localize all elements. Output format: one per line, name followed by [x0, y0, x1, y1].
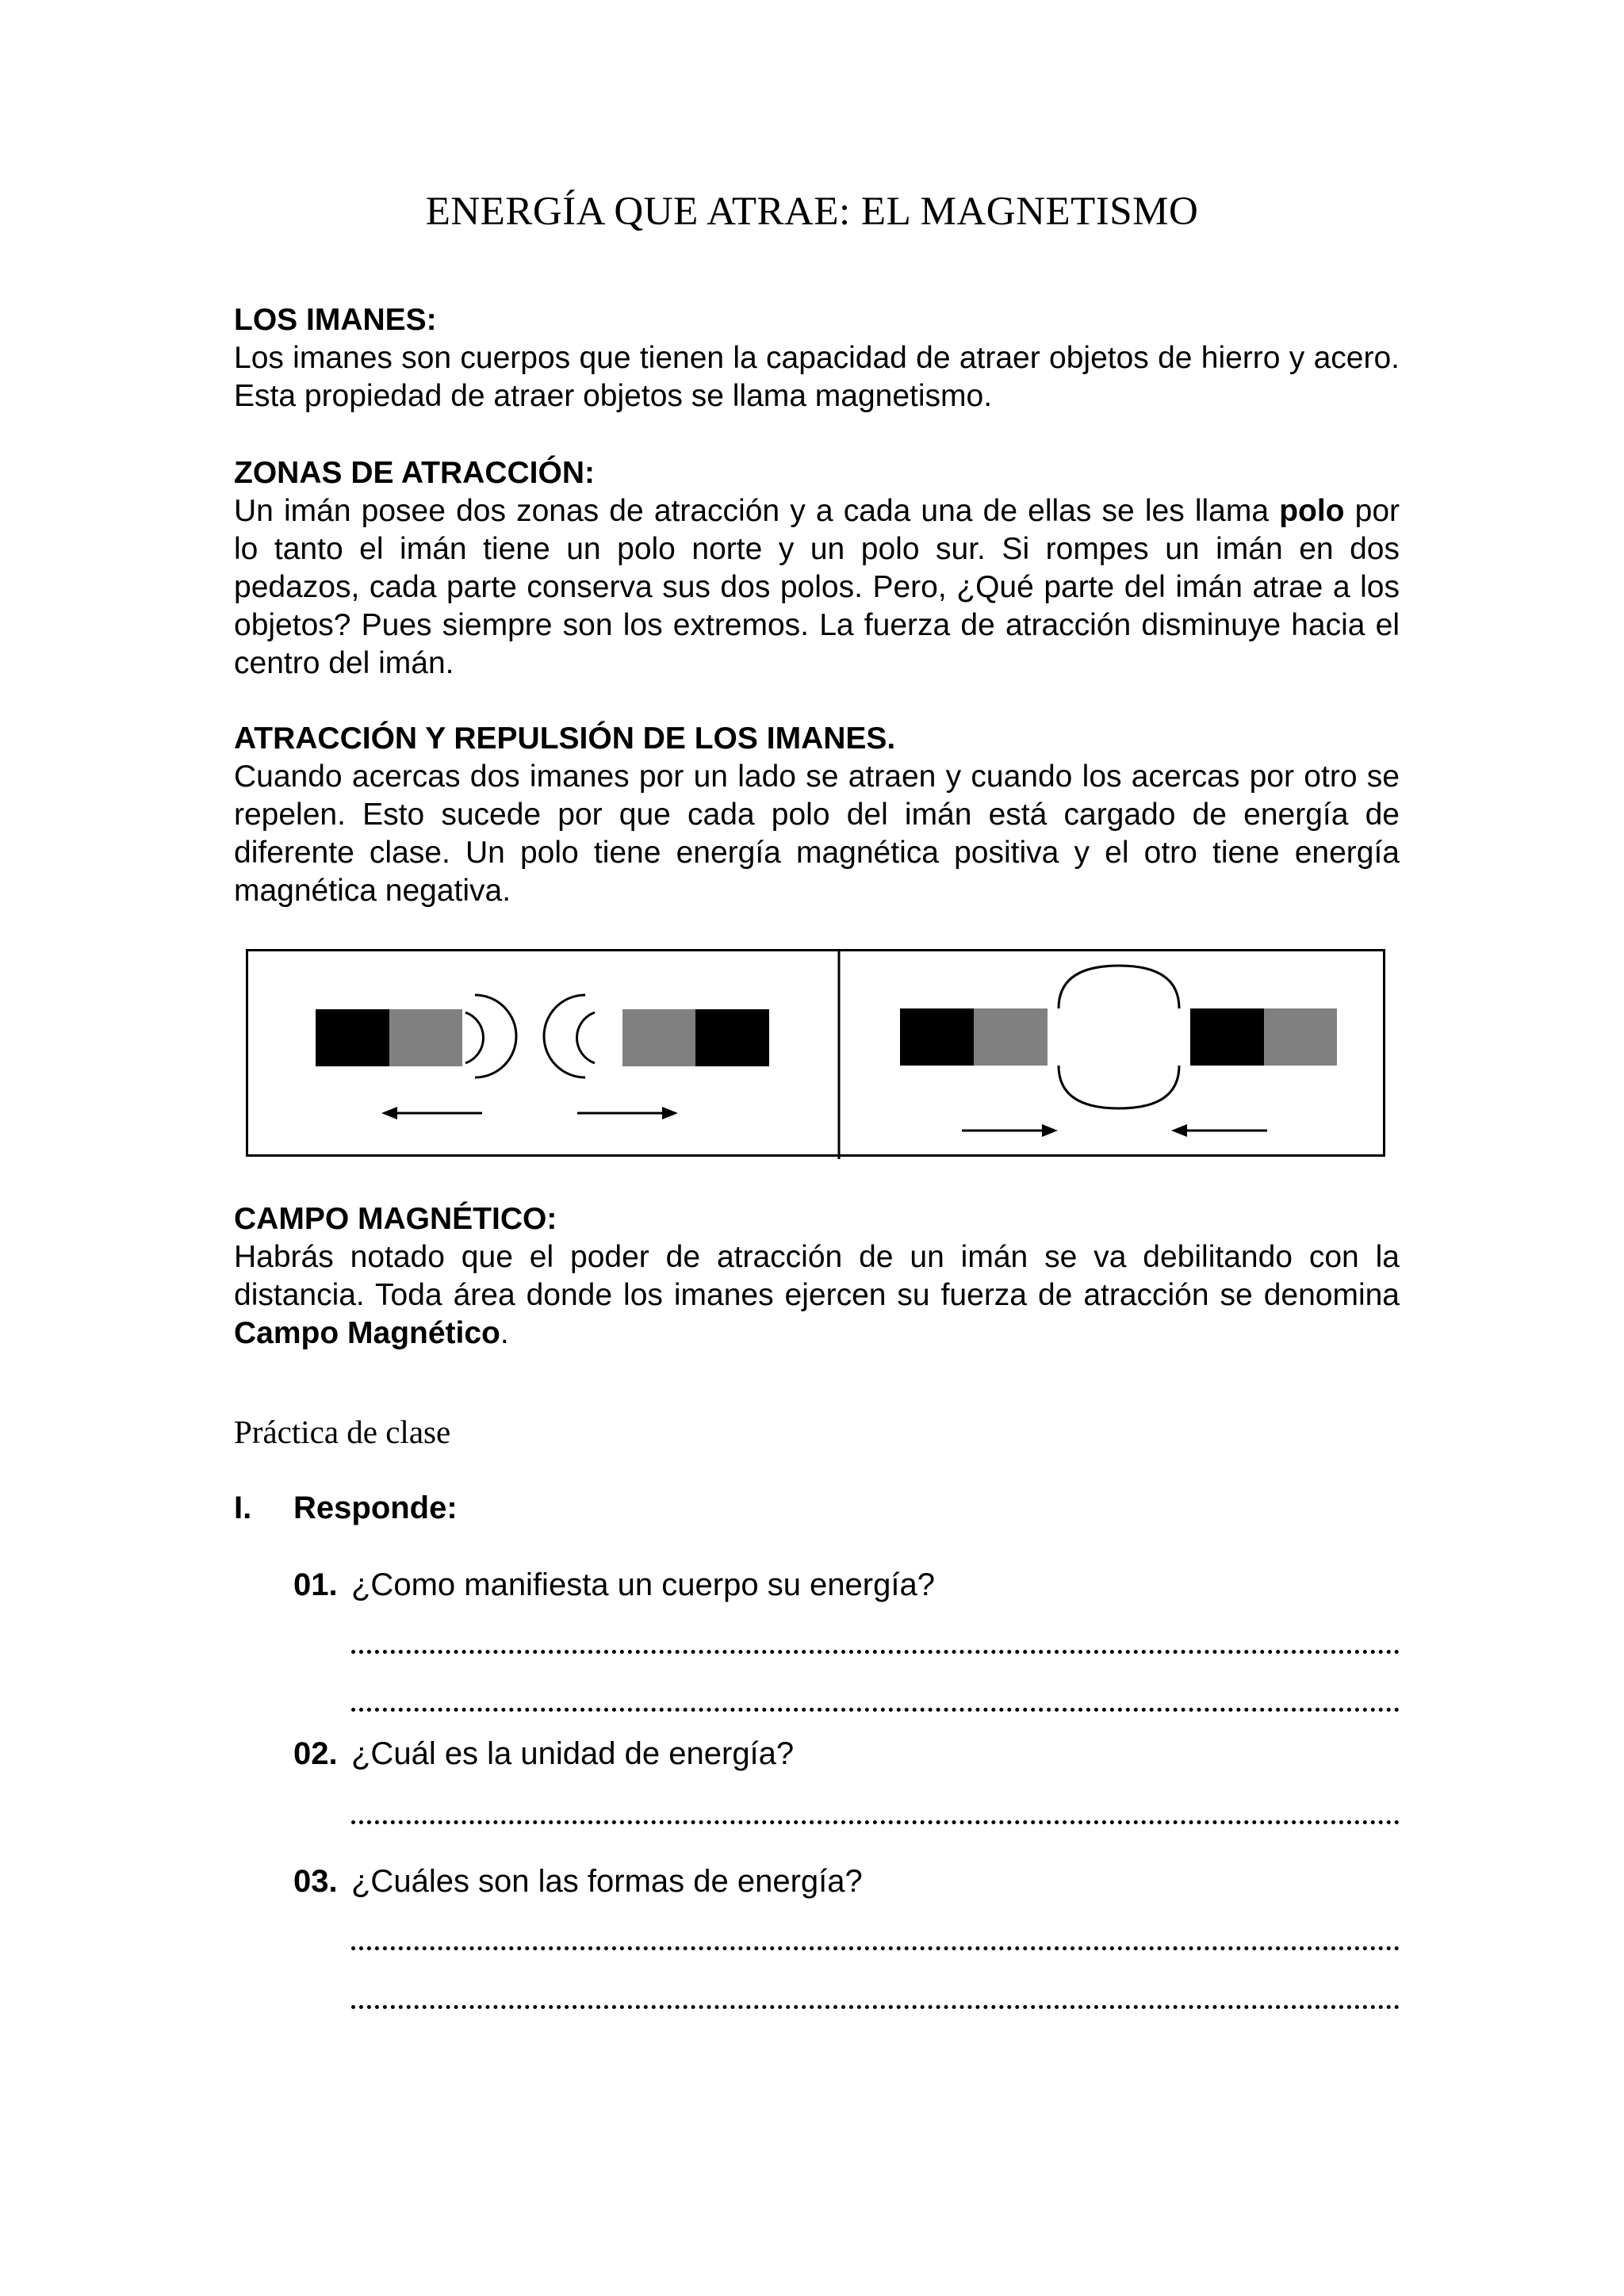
magnet-b-dark-pole [1190, 1008, 1264, 1066]
arrow-right-head [662, 1107, 678, 1119]
section-text: Cuando acercas dos imanes por un lado se atraen y cuando los acercas por otro se repelen. Esto sucede por que cada polo del imán está cargado de energía de diferente clase. Un polo tiene energía magnética positiva y el otro tiene energía magnética negativa. [234, 760, 1400, 908]
section-los-imanes [234, 301, 1400, 415]
field-line-inner-right [465, 1012, 484, 1063]
field-line-outer-right [475, 995, 516, 1077]
field-line-outer-left [544, 995, 585, 1077]
bold-term: polo [1279, 494, 1345, 528]
question-text: ¿Cuál es la unidad de energía? [351, 1736, 795, 1771]
section-heading: CAMPO MAGNÉTICO: [234, 1202, 557, 1236]
field-arc-top [1059, 966, 1179, 1008]
magnet-left-light-pole [389, 1009, 462, 1066]
magnets-diagram [246, 949, 1385, 1157]
magnet-a-light-pole [974, 1008, 1048, 1066]
field-arc-bottom [1059, 1066, 1179, 1108]
exercise-instruction: Responde: [293, 1490, 458, 1525]
practice-label: Práctica de clase [234, 1414, 451, 1450]
magnet-left-dark-pole [316, 1009, 389, 1066]
answer-line[interactable] [351, 1703, 1400, 1712]
question-number: 03. [293, 1864, 338, 1899]
answer-line[interactable] [351, 2000, 1400, 2009]
question-text: ¿Como manifiesta un cuerpo su energía? [351, 1567, 935, 1602]
bold-term: Campo Magnético [234, 1316, 500, 1350]
field-line-inner-left [576, 1012, 595, 1063]
arrow-toward-left-head [1171, 1124, 1187, 1137]
arrow-toward-right-head [1042, 1124, 1058, 1137]
answer-line[interactable] [351, 1942, 1400, 1950]
section-text: Habrás notado que el poder de atracción de un imán se va debilitando con la distancia. Toda área donde los imanes ejercen su fuerza de atracción se denomina Campo Magnético. [234, 1240, 1400, 1350]
answer-line[interactable] [351, 1645, 1400, 1654]
arrow-left-head [381, 1107, 397, 1119]
question-number: 01. [293, 1567, 338, 1602]
section-text: Un imán posee dos zonas de atracción y a cada una de ellas se les llama polo por lo tanto el imán tiene un polo norte y un polo sur. Si rompes un imán en dos pedazos, cada parte conserva sus dos polos. Pero, ¿Qué parte del imán atrae a los objetos? Pues siempre son los extremos. La fuerza de atracción disminuye hacia el centro del imán. [234, 494, 1400, 680]
section-campo-magnetico [234, 1200, 1400, 1353]
answer-line[interactable] [351, 1816, 1400, 1824]
section-heading: ZONAS DE ATRACCIÓN: [234, 456, 595, 490]
section-text: Los imanes son cuerpos que tienen la capacidad de atraer objetos de hierro y acero. Esta propiedad de atraer objetos se llama magnetismo. [234, 341, 1400, 413]
exercise-number: I. [234, 1490, 252, 1525]
section-heading: LOS IMANES: [234, 303, 437, 337]
question-text: ¿Cuáles son las formas de energía? [351, 1864, 863, 1899]
page-title: ENERGÍA QUE ATRAE: EL MAGNETISMO [425, 189, 1199, 234]
section-heading: ATRACCIÓN Y REPULSIÓN DE LOS IMANES. [234, 721, 896, 756]
question-number: 02. [293, 1736, 338, 1771]
section-zonas-de-atraccion [234, 454, 1400, 683]
magnet-right-light-pole [622, 1009, 695, 1066]
magnet-right-dark-pole [695, 1009, 769, 1066]
magnet-b-light-pole [1264, 1008, 1337, 1066]
magnets-illustration [248, 951, 1388, 1159]
section-atraccion-repulsion [234, 720, 1400, 910]
magnet-a-dark-pole [900, 1008, 974, 1066]
